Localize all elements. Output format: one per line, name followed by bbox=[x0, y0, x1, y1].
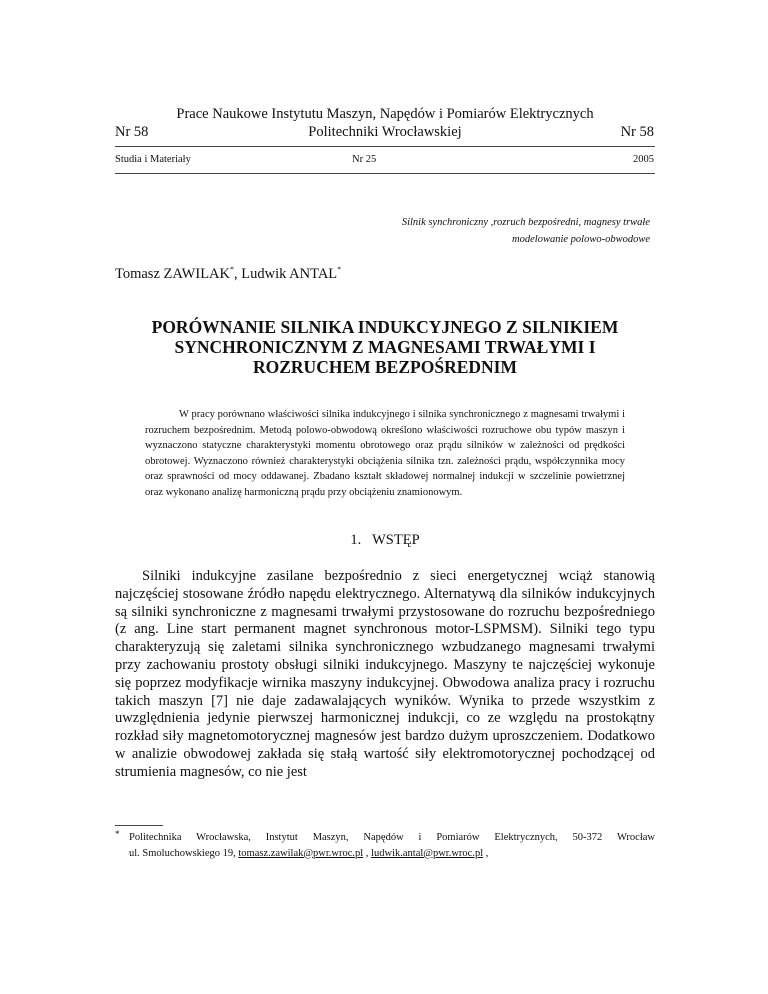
author-1-mark: * bbox=[230, 265, 234, 274]
paper-title bbox=[115, 317, 655, 377]
journal-number-left: Nr 58 bbox=[115, 124, 149, 140]
abstract: W pracy porównano właściwości silnika indukcyjnego i silnika synchronicznego z magnesami trwałymi i rozruchem bezpośrednim. Metodą polowo-obwodową określono właściwości rozruchowe obu typów maszyn i wyznaczono statyczne charakterystyki momentu obrotowego oraz prądu silników w zależności od prędkości obrotowej. Wyznaczono również charakterystyki obciążenia silnika tzn. zależności prądu, współczynnika mocy oraz sprawności od mocy oddawanej. Zbadano kształt składowej normalnej indukcji w szczelinie powietrznej oraz wykonano analizę harmoniczną prądu przy obciążeniu znamionowym. bbox=[145, 409, 625, 498]
journal-number-right: Nr 58 bbox=[620, 124, 654, 140]
section-title: WSTĘP bbox=[372, 532, 420, 548]
footnote-end-comma: , bbox=[483, 847, 489, 859]
issue-number: Nr 25 bbox=[352, 154, 377, 165]
email-link-antal[interactable]: ludwik.antal@pwr.wroc.pl bbox=[371, 847, 484, 859]
series-label: Studia i Materiały bbox=[115, 154, 191, 165]
journal-title-line2: Politechniki Wrocławskiej bbox=[308, 124, 462, 140]
section-number: 1. bbox=[350, 532, 362, 548]
paper-title-line1: PORÓWNANIE SILNIKA INDUKCYJNEGO Z SILNIKIEM bbox=[151, 317, 619, 337]
author-1: Tomasz ZAWILAK bbox=[115, 265, 230, 282]
header-rule-bottom bbox=[115, 173, 655, 174]
footnote-line1: Politechnika Wrocławska, Instytut Maszyn, Napędów i Pomiarów Elektrycznych, 50-372 Wrocław bbox=[129, 832, 655, 843]
keywords-line1: Silnik synchroniczny ,rozruch bezpośredni, magnesy trwałe bbox=[401, 217, 650, 228]
email-link-zawilak[interactable]: tomasz.zawilak@pwr.wroc.pl bbox=[238, 847, 364, 859]
body-paragraph: Silniki indukcyjne zasilane bezpośrednio z sieci energetycznej wciąż stanowią najczęściej stosowane źródło napędu elektrycznego. Alternatywą dla silników indukcyjnych są silniki synchroniczne z magnesami trwałymi przystosowane do rozruchu bezpośredniego (z ang. Line start permanent magnet synchronous motor-LSPMSM). Silniki tego typu charakteryzują się zaletami silnika synchronicznego wzbudzanego magnesami trwałymi przy zachowaniu prostoty obsługi silniki indukcyjnego. Maszyny te najczęściej wykonuje się poprzez modyfikacje wirnika maszyny indukcyjnej. Obwodowa analiza pracy i rozruchu takich maszyn [7] nie daje zadawalających wyników. Wynika to przede wszystkim z uwzględnienia jedynie pierwszej harmonicznej indukcji, co ze względu na prostokątny rozkład siły magnetomotorycznej magnesów jest bardzo dużym uproszczeniem. Dodatkowo w analizie obwodowej zakłada się stałą wartość siły elektromotorycznej pochodzącej od strumienia magnesów, co nie jest bbox=[115, 568, 655, 780]
authors bbox=[115, 265, 341, 283]
footnote-affiliation bbox=[115, 830, 655, 861]
keywords bbox=[230, 214, 650, 248]
footnote-address: ul. Smoluchowskiego 19, bbox=[129, 847, 239, 859]
footnote-mark: * bbox=[115, 829, 120, 839]
paper-title-line3: ROZRUCHEM BEZPOŚREDNIM bbox=[253, 357, 517, 377]
publication-year: 2005 bbox=[633, 154, 654, 165]
journal-title-line1: Prace Naukowe Instytutu Maszyn, Napędów i Pomiarów Elektrycznych bbox=[176, 106, 594, 122]
footnote-separator-comma: , bbox=[363, 847, 372, 859]
header-rule-top bbox=[115, 146, 655, 147]
footnote bbox=[115, 830, 655, 861]
author-2-mark: * bbox=[337, 265, 342, 274]
section-heading bbox=[115, 532, 655, 549]
footnote-line2 bbox=[129, 846, 655, 862]
paper-title-line2: SYNCHRONICZNYM Z MAGNESAMI TRWAŁYMI I bbox=[174, 337, 596, 357]
footnote-separator bbox=[115, 825, 163, 826]
keywords-line2: modelowanie polowo-obwodowe bbox=[512, 234, 650, 245]
author-2: , Ludwik ANTAL bbox=[234, 265, 338, 282]
